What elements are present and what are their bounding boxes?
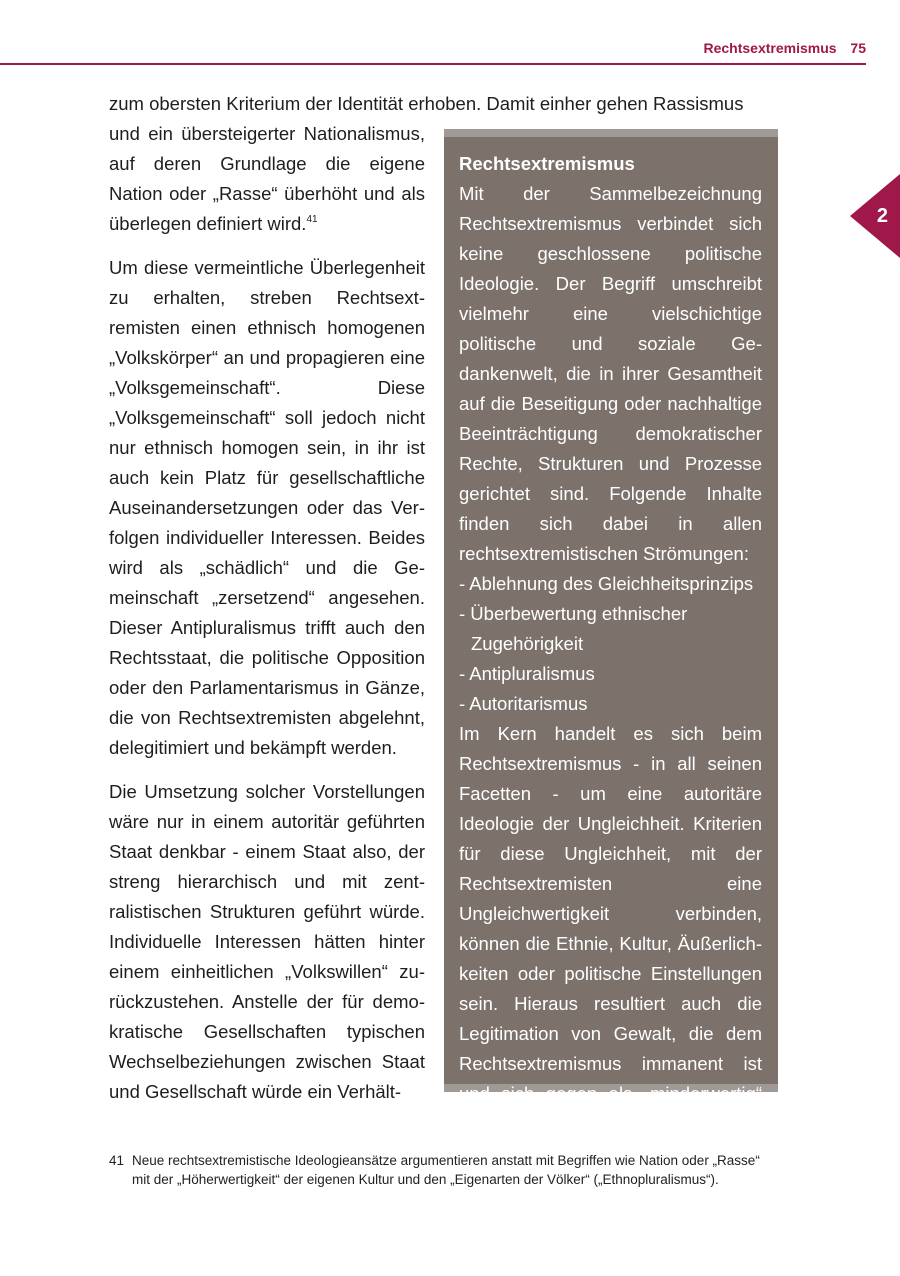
footnote-number: 41 — [109, 1153, 125, 1168]
footnote-text: Neue rechtsextremistische Ideologieansätze argumentieren anstatt mit Begriffen wie Nation oder „Rasse“ mit der „Höherwertigkeit“ der eigenen Kultur und den „Eigenarten der Völker“ („Ethnopluralismus“). — [132, 1153, 760, 1187]
definition-box-conclusion: Im Kern handelt es sich beim Rechtsextremismus - in all seinen Facetten - um eine autoritäre Ideologie der Ungleichheit. Kriterien für diese Ungleichheit, mit der Rechtsextremisten eine Ungleichwertigkeit verbinden, können die Ethnie, Kultur, Äußerlichkeiten oder politische Einstellungen sein. Hieraus resultiert auch die Legitimation von Gewalt, die dem Rechtsextremismus immanent ist und sich gegen als „minderwertig“ definierte „Fremde“ richtet. — [459, 723, 762, 1134]
definition-box-intro: Mit der Sammelbezeichnung Rechtsextremismus verbindet sich keine geschlossene politische Ideologie. Der Begriff umschreibt vielmehr eine vielschichtige politische und soziale Gedankenwelt, die in ihrer Gesamtheit auf die Beseitigung oder nachhaltige Beeinträchtigung demokratischer Rechte, Strukturen und Prozesse gerichtet sind. Folgende Inhalte finden sich dabei in allen rechtsextremistischen Strömungen: — [459, 183, 762, 564]
list-item: - Antipluralismus — [459, 663, 595, 684]
definition-box-list — [459, 569, 762, 719]
body-paragraph-2: Um diese vermeintliche Überlegenheit zu erhalten, streben Rechtsextremisten einen ethnisch homogenen „Volkskörper“ an und propagieren eine „Volksgemeinschaft“. Diese „Volksgemeinschaft“ soll jedoch nicht nur ethnisch homogen sein, in ihr ist auch kein Platz für gesellschaftliche Auseinandersetzungen oder das Verfolgen individueller Interessen. Beides wird als „schädlich“ und die Gemeinschaft „zersetzend“ angesehen. Dieser Antipluralismus trifft auch den Rechtsstaat, die politische Opposition oder den Parlamentarismus in Gänze, die von Rechtsextremisten abgelehnt, delegitimiert und bekämpft werden. — [109, 257, 425, 758]
definition-box — [444, 129, 778, 1134]
body-column — [109, 119, 425, 1121]
header-title: Rechtsextremismus — [703, 40, 837, 56]
body-first-line: zum obersten Kriterium der Identität erhoben. Damit einher gehen Rassismus — [109, 93, 744, 114]
list-item: - Überbewertung ethnischer Zugehörigkeit — [459, 603, 688, 654]
list-item: - Autoritarismus — [459, 693, 588, 714]
chapter-tab — [850, 174, 900, 258]
running-header — [703, 40, 866, 56]
chapter-tab-shape — [850, 174, 900, 258]
list-item: - Ablehnung des Gleichheitsprinzips — [459, 573, 754, 594]
definition-box-title: Rechtsextremismus — [459, 153, 635, 174]
page-number: 75 — [850, 40, 866, 56]
body-paragraph-1 — [109, 119, 425, 239]
header-rule — [0, 63, 866, 65]
footnote — [109, 1151, 781, 1189]
body-paragraph-1-text: und ein übersteigerter Nationalismus, auf deren Grundlage die eigene Nation oder „Rasse“ überhöht und als überlegen definiert wird. — [109, 123, 425, 234]
body-paragraph-3: Die Umsetzung solcher Vorstellungen wäre nur in einem autoritär geführten Staat denkbar - einem Staat also, der streng hierarchisch und mit zentralistischen Strukturen geführt würde. Individuelle Interessen hätten hinter einem einheitlichen „Volkswillen“ zurückzustehen. Anstelle der für demokratische Gesellschaften typischen Wechselbeziehungen zwischen Staat und Gesellschaft würde ein Verhält- — [109, 781, 425, 1102]
chapter-number: 2 — [876, 205, 888, 227]
footnote-ref: 41 — [306, 214, 318, 225]
